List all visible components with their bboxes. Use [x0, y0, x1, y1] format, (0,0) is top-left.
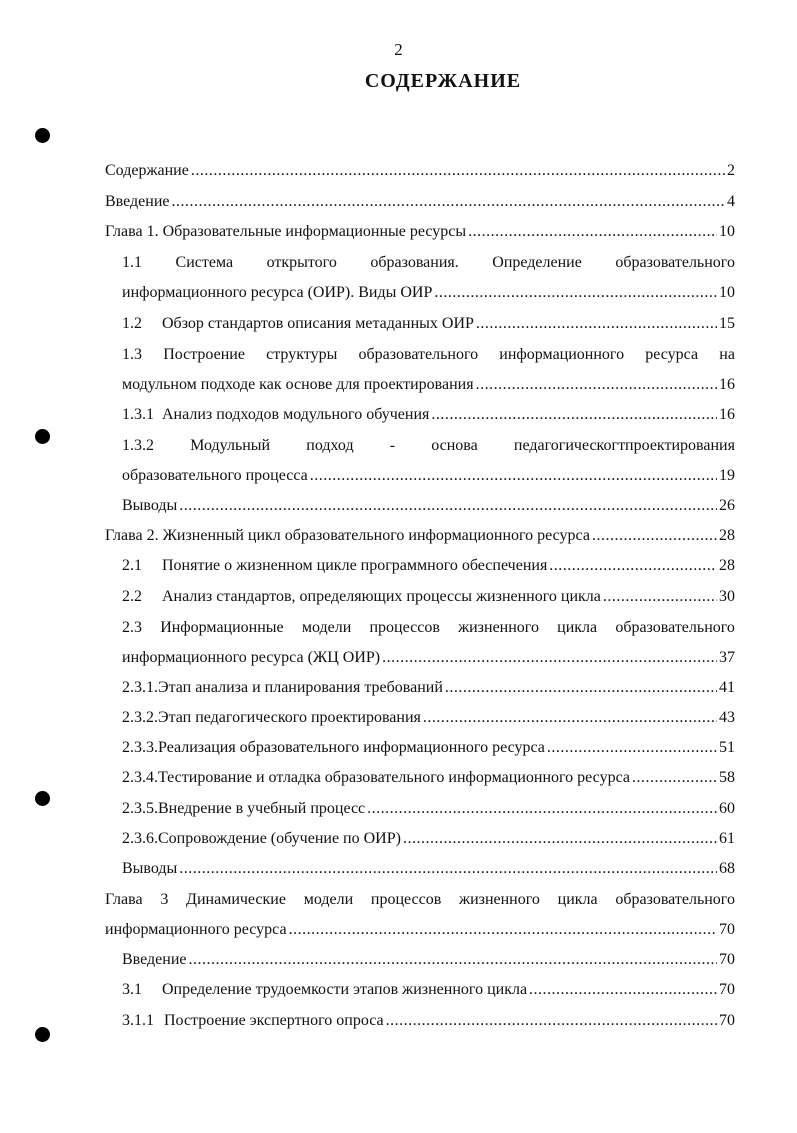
toc-entry[interactable]	[105, 222, 735, 242]
toc-entry[interactable]	[122, 708, 735, 728]
toc-page: 70	[719, 1012, 735, 1029]
toc-number: 1.3.2	[122, 437, 154, 454]
toc-text: Введение	[122, 951, 187, 968]
toc-word: образовательного	[358, 346, 479, 363]
toc-page: 70	[719, 981, 735, 998]
toc-entry[interactable]	[122, 980, 735, 1000]
toc-text: информационного ресурса (ОИР). Виды ОИР	[122, 284, 433, 301]
page-number: 2	[394, 40, 403, 59]
toc-word: образования.	[370, 254, 459, 271]
toc-word: модели	[303, 891, 354, 908]
toc-entry[interactable]	[105, 192, 735, 212]
toc-number: 2.3.3.	[122, 739, 158, 756]
toc-word: -	[389, 437, 396, 454]
toc-text: Построение экспертного опроса	[164, 1012, 384, 1029]
toc-page: 68	[719, 860, 735, 877]
toc-page: 28	[719, 557, 735, 574]
binder-hole-2	[35, 429, 50, 444]
toc-page: 4	[727, 193, 735, 210]
toc-page: 61	[719, 830, 735, 847]
toc-entry[interactable]	[122, 768, 735, 788]
toc-number: 3.1	[122, 981, 142, 998]
toc-text: Глава 1. Образовательные информационные ресурсы	[105, 223, 467, 240]
toc-page: 19	[719, 467, 735, 484]
toc-text: модульном подходе как основе для проектирования	[122, 376, 474, 393]
toc-text: Определение трудоемкости этапов жизненного цикла	[162, 981, 528, 998]
toc-word: ресурса	[645, 346, 699, 363]
toc-entry[interactable]	[122, 253, 735, 303]
toc-page: 16	[719, 376, 735, 393]
toc-word: цикла	[557, 619, 598, 636]
toc-text: образовательного процесса	[122, 467, 308, 484]
toc-text: Этап педагогического проектирования	[158, 709, 421, 726]
toc-page: 60	[719, 800, 735, 817]
toc-text: Анализ подходов модульного обучения	[162, 406, 430, 423]
toc-entry[interactable]	[122, 859, 735, 879]
toc-page: 30	[719, 588, 735, 605]
toc-number: 2.3.4.	[122, 769, 158, 786]
toc-word: Построение	[163, 346, 245, 363]
toc-page: 10	[719, 223, 735, 240]
toc-text: Тестирование и отладка образовательного информационного ресурса	[158, 769, 630, 786]
toc-page: 10	[719, 284, 735, 301]
toc-text: Понятие о жизненном цикле программного обеспечения	[162, 557, 548, 574]
toc-number: 2.3.5.	[122, 800, 158, 817]
toc-entry[interactable]	[122, 496, 735, 516]
toc-word: открытого	[266, 254, 337, 271]
toc-page: 43	[719, 709, 735, 726]
toc-page: 28	[719, 527, 735, 544]
toc-text: Выводы	[122, 860, 178, 877]
binder-hole-3	[35, 791, 50, 806]
toc-text: информационного ресурса	[105, 921, 287, 938]
toc-entry[interactable]	[122, 738, 735, 758]
toc-number: 1.1	[122, 254, 142, 271]
toc-text: Введение	[105, 193, 170, 210]
toc-entry[interactable]	[105, 890, 735, 940]
toc-word: жизненного	[458, 619, 539, 636]
toc-word: Глава	[105, 891, 143, 908]
toc-entry[interactable]	[122, 405, 735, 425]
toc-page: 2	[727, 162, 735, 179]
toc-text: Обзор стандартов описания метаданных ОИР	[162, 315, 474, 332]
toc-word: образовательного	[615, 619, 735, 636]
toc-page: 16	[719, 406, 735, 423]
toc-page: 70	[719, 921, 735, 938]
toc-entry[interactable]	[122, 345, 735, 395]
toc-entry[interactable]	[122, 678, 735, 698]
toc-number: 3.1.1	[122, 1012, 154, 1029]
toc-word: Информационные	[160, 619, 284, 636]
toc-number: 1.2	[122, 315, 142, 332]
toc-word: структуры	[266, 346, 338, 363]
toc-entry[interactable]	[122, 1011, 735, 1031]
toc-number: 2.3.1.	[122, 679, 158, 696]
toc-page: 51	[719, 739, 735, 756]
toc-page: 15	[719, 315, 735, 332]
toc-entry[interactable]	[105, 161, 735, 181]
toc-word: основа	[431, 437, 478, 454]
toc-number: 2.3.6.	[122, 830, 158, 847]
toc-word: образовательного	[615, 891, 735, 908]
toc-word: Система	[175, 254, 234, 271]
toc-word: Динамические	[186, 891, 286, 908]
toc-page: 70	[719, 951, 735, 968]
toc-entry[interactable]	[122, 587, 735, 607]
toc-word: цикла	[557, 891, 598, 908]
toc-entry[interactable]	[122, 556, 735, 576]
toc-number: 1.3	[122, 346, 142, 363]
toc-text: информационного ресурса (ЖЦ ОИР)	[122, 649, 381, 666]
toc-number: 2.1	[122, 557, 142, 574]
toc-text: Анализ стандартов, определяющих процессы жизненного цикла	[162, 588, 601, 605]
toc-entry[interactable]	[122, 314, 735, 334]
toc-word: жизненного	[459, 891, 540, 908]
toc-entry[interactable]	[122, 436, 735, 486]
toc-text: Сопровождение (обучение по ОИР)	[158, 830, 401, 847]
toc-entry[interactable]	[122, 618, 735, 668]
toc-number: 2.3.2.	[122, 709, 158, 726]
toc-word: педагогическогтпроектирования	[513, 437, 735, 454]
toc-text: Реализация образовательного информационного ресурса	[158, 739, 545, 756]
toc-text: Глава 2. Жизненный цикл образовательного информационного ресурса	[105, 527, 590, 544]
binder-hole-4	[35, 1027, 50, 1042]
toc-word: Определение	[492, 254, 582, 271]
toc-text: Выводы	[122, 497, 178, 514]
toc-number: 2.2	[122, 588, 142, 605]
toc-word: процессов	[370, 891, 442, 908]
toc-word: процессов	[369, 619, 440, 636]
toc-entry[interactable]	[122, 799, 735, 819]
toc-number: 2.3	[122, 619, 142, 636]
toc-word: Модульный	[190, 437, 271, 454]
toc-number: 1.3.1	[122, 406, 154, 423]
toc-entry[interactable]	[122, 950, 735, 970]
toc-text: Этап анализа и планирования требований	[158, 679, 443, 696]
toc-word: 3	[160, 891, 169, 908]
toc-word: подход	[306, 437, 354, 454]
toc-page: 58	[719, 769, 735, 786]
toc-word: на	[719, 346, 735, 363]
toc-text: Внедрение в учебный процесс	[158, 800, 366, 817]
toc-word: модели	[301, 619, 352, 636]
toc-entry[interactable]	[122, 829, 735, 849]
toc-page: 41	[719, 679, 735, 696]
toc-word: информационного	[499, 346, 625, 363]
page-title: СОДЕРЖАНИЕ	[364, 70, 522, 92]
binder-hole-1	[35, 128, 50, 143]
toc-page: 37	[719, 649, 735, 666]
toc-entry[interactable]	[105, 526, 735, 546]
toc-text: Содержание	[105, 162, 189, 179]
toc-word: образовательного	[615, 254, 735, 271]
toc-page: 26	[719, 497, 735, 514]
